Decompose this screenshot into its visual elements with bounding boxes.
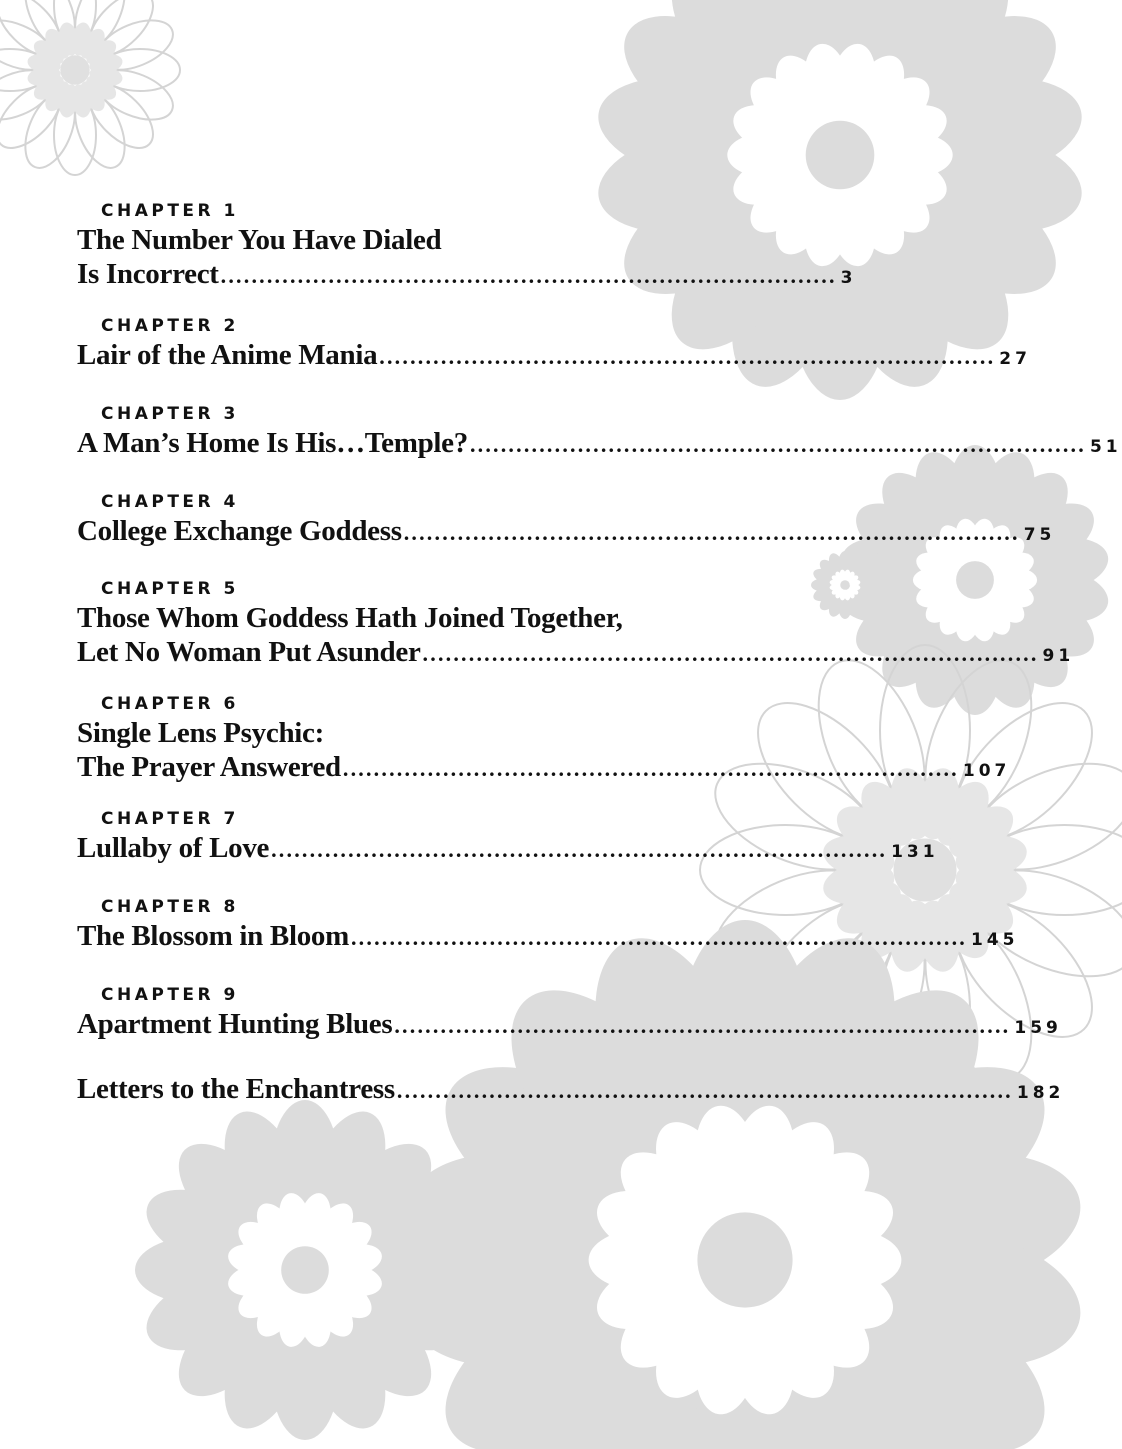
toc-entry-chapter-4[interactable]	[77, 490, 1056, 548]
page-number: 51	[1089, 437, 1122, 457]
chapter-label: CHAPTER 4	[101, 492, 239, 512]
chapter-label: CHAPTER 8	[101, 897, 239, 917]
dot-leader: ................................................................................	[422, 641, 1039, 666]
toc-entry-letters[interactable]	[77, 1072, 1065, 1106]
chapter-label: CHAPTER 7	[101, 809, 239, 829]
dot-leader: ................................................................................	[394, 1013, 1011, 1038]
chapter-title-line: The Prayer Answered	[77, 751, 341, 783]
chapter-title-line: Single Lens Psychic:	[77, 717, 324, 749]
dot-leader: ................................................................................	[342, 756, 959, 781]
chapter-title-row	[77, 1072, 1065, 1106]
chapter-label: CHAPTER 2	[101, 316, 239, 336]
chapter-label: CHAPTER 6	[101, 694, 239, 714]
chapter-title-row	[77, 426, 1122, 460]
toc-entry-chapter-8[interactable]	[77, 895, 1019, 953]
toc-entry-chapter-2[interactable]	[77, 314, 1031, 372]
page-number: 131	[891, 842, 939, 862]
toc-entry-chapter-1[interactable]	[77, 199, 857, 291]
dot-leader: ................................................................................	[403, 520, 1020, 545]
chapter-title-line: A Man’s Home Is His…Temple?	[77, 427, 468, 459]
chapter-title-row	[77, 257, 857, 291]
chapter-title-line: College Exchange Goddess	[77, 515, 402, 547]
page-number: 159	[1014, 1018, 1062, 1038]
chapter-title-line: Those Whom Goddess Hath Joined Together,	[77, 602, 623, 634]
dot-leader: ................................................................................	[396, 1078, 1013, 1103]
chapter-title-line: Apartment Hunting Blues	[77, 1008, 393, 1040]
flower-ornament	[0, 0, 180, 175]
chapter-title-row	[77, 919, 1019, 953]
chapter-title-row	[77, 750, 1011, 784]
chapter-title-line: Lair of the Anime Mania	[77, 339, 378, 371]
chapter-title-row	[77, 635, 1075, 669]
dot-leader: ................................................................................	[350, 925, 967, 950]
toc-entry-chapter-7[interactable]	[77, 807, 939, 865]
toc-entry-chapter-5[interactable]	[77, 577, 1075, 669]
toc-entry-chapter-3[interactable]	[77, 402, 1122, 460]
chapter-label: CHAPTER 5	[101, 579, 239, 599]
toc-entry-chapter-6[interactable]	[77, 692, 1011, 784]
chapter-title-row	[77, 514, 1056, 548]
toc-entry-chapter-9[interactable]	[77, 983, 1062, 1041]
page-number: 107	[962, 761, 1011, 781]
page-number: 3	[840, 268, 857, 288]
dot-leader: ................................................................................	[220, 263, 837, 288]
flower-ornament	[811, 551, 879, 619]
dot-leader: ................................................................................	[379, 344, 996, 369]
flower-ornament	[837, 444, 1112, 716]
chapter-title-line: Is Incorrect	[77, 258, 219, 290]
flower-ornament	[135, 1100, 475, 1440]
chapter-label: CHAPTER 9	[101, 985, 239, 1005]
page-number: 145	[970, 930, 1019, 950]
page-number: 27	[999, 349, 1031, 369]
page-number: 182	[1016, 1083, 1065, 1103]
chapter-label: CHAPTER 3	[101, 404, 239, 424]
chapter-title-line: Letters to the Enchantress	[77, 1073, 395, 1105]
chapter-title-row	[77, 338, 1031, 372]
chapter-title-row	[77, 831, 939, 865]
chapter-title-line: Lullaby of Love	[77, 832, 270, 864]
chapter-title-row	[77, 1007, 1062, 1041]
chapter-title-line: The Blossom in Bloom	[77, 920, 349, 952]
dot-leader: ................................................................................	[469, 432, 1086, 457]
chapter-title-line: The Number You Have Dialed	[77, 224, 442, 256]
dot-leader: ................................................................................	[271, 837, 888, 862]
page-number: 91	[1042, 646, 1075, 666]
chapter-title-line: Let No Woman Put Asunder	[77, 636, 421, 668]
chapter-label: CHAPTER 1	[101, 201, 239, 221]
page-number: 75	[1023, 525, 1056, 545]
